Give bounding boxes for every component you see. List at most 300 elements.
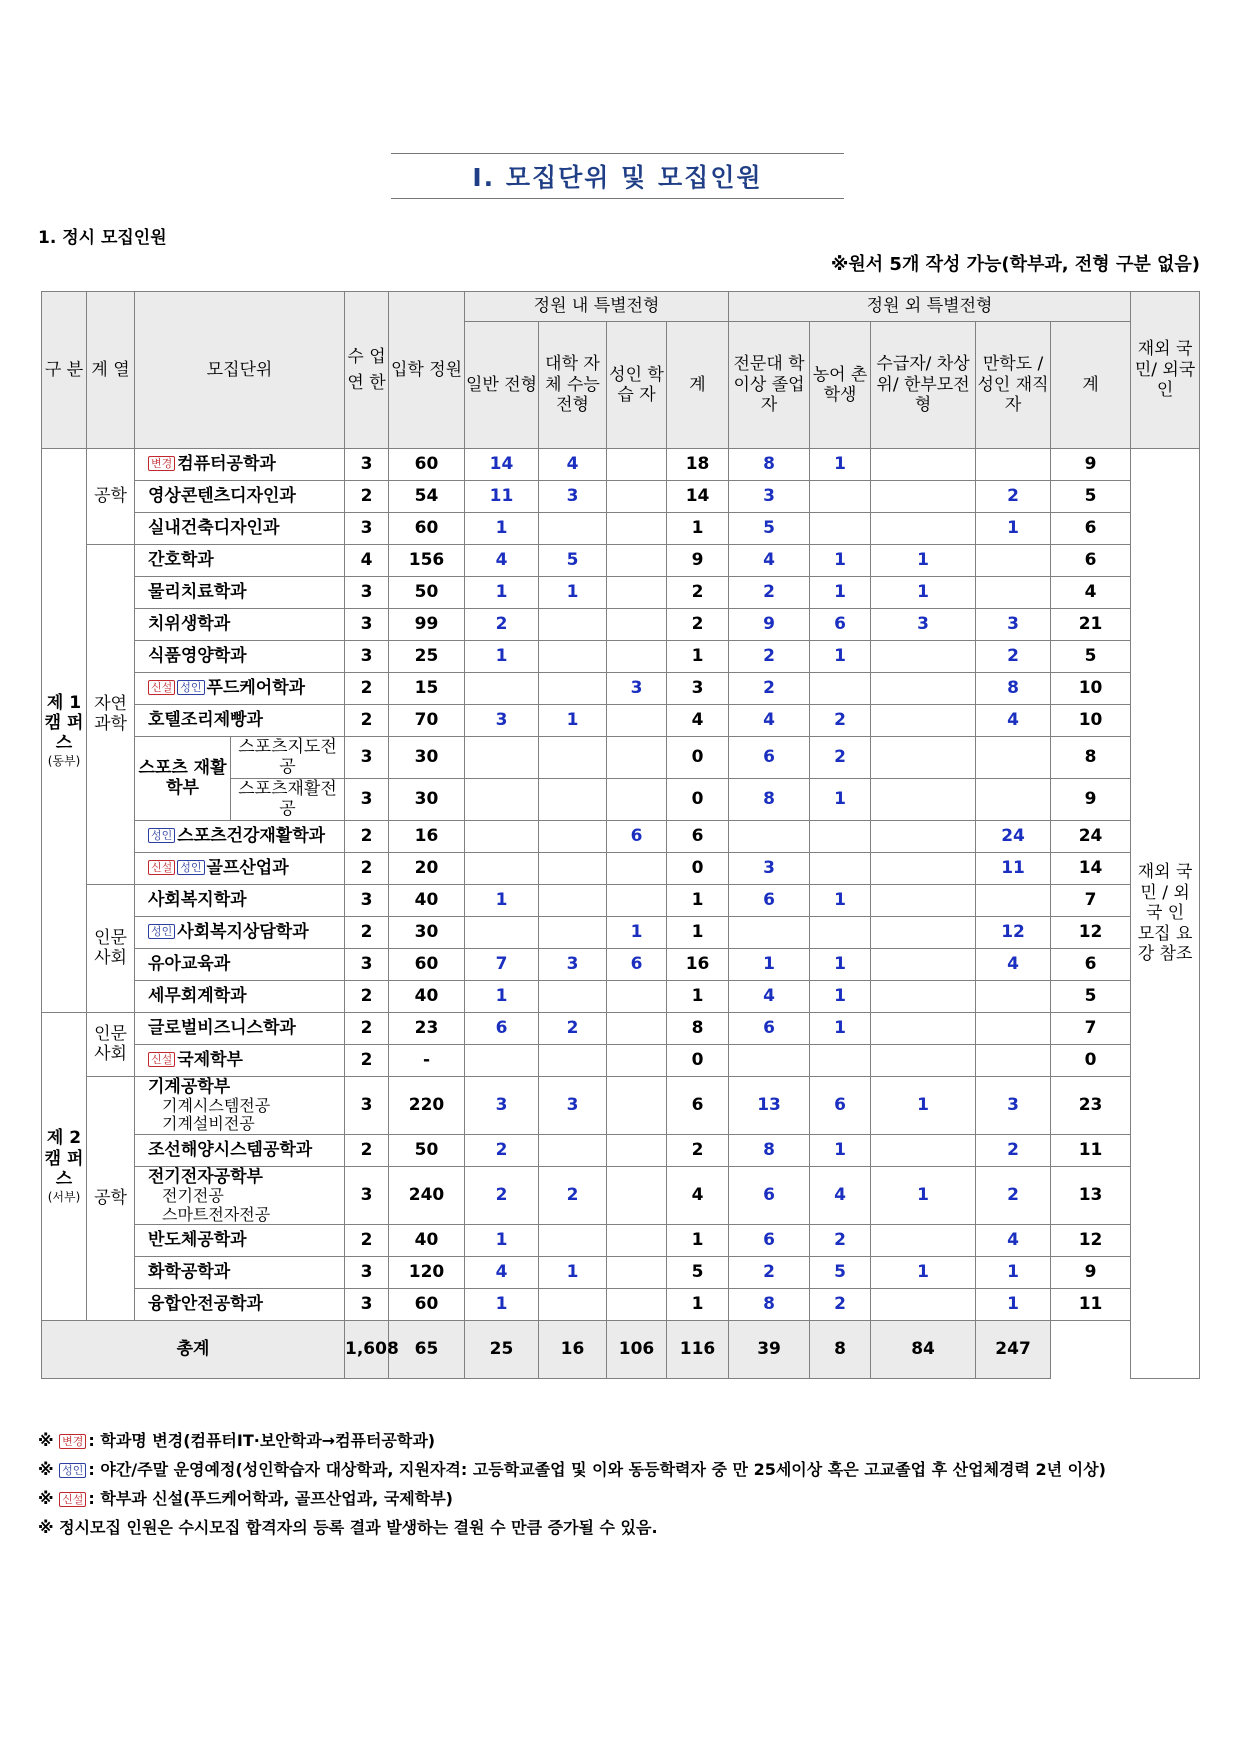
header-inner-col: 계 [667, 322, 729, 449]
legend-tag-badge: 변경 [59, 1434, 86, 1449]
subtotal-cell: 6 [1051, 948, 1131, 980]
value-cell [607, 1288, 667, 1320]
quota-cell: 30 [389, 916, 465, 948]
value-cell [607, 884, 667, 916]
value-cell [607, 513, 667, 545]
unit-cell [135, 1044, 345, 1076]
years-cell: 2 [345, 705, 389, 737]
unit-name: 컴퓨터공학과 [177, 454, 276, 475]
value-cell: 8 [729, 778, 810, 820]
value-cell: 1 [465, 980, 539, 1012]
subtotal-cell: 4 [667, 1166, 729, 1224]
years-cell: 4 [345, 545, 389, 577]
value-cell: 1 [810, 449, 871, 481]
value-cell: 1 [871, 1256, 976, 1288]
value-cell: 12 [976, 916, 1051, 948]
quota-cell: 60 [389, 948, 465, 980]
table-row [42, 884, 1200, 916]
unit-name: 간호학과 [148, 550, 214, 571]
years-cell: 3 [345, 884, 389, 916]
subtotal-cell: 4 [667, 705, 729, 737]
table-row [42, 449, 1200, 481]
quota-cell: 156 [389, 545, 465, 577]
value-cell [810, 481, 871, 513]
unit-name: 기계공학부 [148, 1076, 231, 1097]
subtotal-cell: 1 [667, 980, 729, 1012]
value-cell [729, 820, 810, 852]
value-cell: 3 [729, 481, 810, 513]
years-cell: 3 [345, 449, 389, 481]
campus-label [42, 1012, 87, 1320]
unit-cell [135, 1166, 345, 1224]
years-cell: 3 [345, 1166, 389, 1224]
value-cell [729, 916, 810, 948]
value-cell [976, 778, 1051, 820]
value-cell [729, 1044, 810, 1076]
value-cell [607, 641, 667, 673]
subtotal-cell: 3 [667, 673, 729, 705]
years-cell: 3 [345, 1256, 389, 1288]
value-cell [539, 609, 607, 641]
value-cell: 1 [976, 513, 1051, 545]
quota-cell: 20 [389, 852, 465, 884]
value-cell: 1 [810, 1012, 871, 1044]
unit-cell [135, 449, 345, 481]
unit-name: 유아교육과 [148, 953, 231, 974]
quota-cell: 30 [389, 737, 465, 779]
value-cell: 1 [465, 884, 539, 916]
value-cell [871, 481, 976, 513]
value-cell [607, 1044, 667, 1076]
quota-cell: 240 [389, 1166, 465, 1224]
tag-new-badge: 신설 [148, 860, 175, 875]
subtotal-cell: 16 [667, 948, 729, 980]
value-cell: 1 [607, 916, 667, 948]
quota-cell: 60 [389, 449, 465, 481]
quota-cell: 50 [389, 577, 465, 609]
table-row [42, 545, 1200, 577]
total-value: 39 [729, 1320, 810, 1378]
unit-cell [135, 577, 345, 609]
value-cell: 3 [539, 481, 607, 513]
value-cell [539, 778, 607, 820]
years-cell: 2 [345, 916, 389, 948]
subtotal-cell: 8 [667, 1012, 729, 1044]
total-value: 116 [667, 1320, 729, 1378]
total-value: 106 [607, 1320, 667, 1378]
header-inner-col: 성인 학습 자 [607, 322, 667, 449]
header-inner-group: 정원 내 특별전형 [465, 292, 729, 322]
total-quota: 1,608 [345, 1320, 389, 1378]
value-cell: 1 [810, 884, 871, 916]
table-row [42, 737, 1200, 779]
value-cell [607, 1134, 667, 1166]
value-cell: 2 [539, 1166, 607, 1224]
value-cell [539, 884, 607, 916]
value-cell: 3 [539, 948, 607, 980]
table-row [42, 641, 1200, 673]
value-cell [607, 705, 667, 737]
unit-cell [135, 1012, 345, 1044]
value-cell: 3 [607, 673, 667, 705]
value-cell: 1 [810, 641, 871, 673]
table-row [42, 1288, 1200, 1320]
value-cell: 11 [976, 852, 1051, 884]
value-cell: 8 [976, 673, 1051, 705]
value-cell: 3 [976, 609, 1051, 641]
subtotal-cell: 10 [1051, 673, 1131, 705]
value-cell [871, 820, 976, 852]
unit-name: 골프산업과 [206, 857, 289, 878]
unit-name: 세무회계학과 [148, 985, 247, 1006]
value-cell: 2 [976, 641, 1051, 673]
value-cell [465, 737, 539, 779]
value-cell [539, 1224, 607, 1256]
value-cell [539, 980, 607, 1012]
subtotal-cell: 18 [667, 449, 729, 481]
subtotal-cell: 9 [667, 545, 729, 577]
unit-name: 스포츠건강재활학과 [177, 825, 326, 846]
value-cell: 1 [810, 545, 871, 577]
value-cell: 5 [539, 545, 607, 577]
subtotal-cell: 13 [1051, 1166, 1131, 1224]
legend-prefix: ※ [38, 1431, 60, 1450]
subtotal-cell: 14 [1051, 852, 1131, 884]
value-cell [539, 673, 607, 705]
value-cell: 8 [729, 449, 810, 481]
years-cell: 2 [345, 1224, 389, 1256]
unit-name: 푸드케어학과 [206, 678, 306, 699]
tag-new-badge: 신설 [148, 680, 175, 695]
years-cell: 2 [345, 820, 389, 852]
unit-name: 화학공학과 [148, 1262, 231, 1283]
unit-cell [135, 481, 345, 513]
value-cell [607, 1166, 667, 1224]
tag-new-badge: 신설 [148, 1052, 175, 1067]
value-cell [607, 980, 667, 1012]
value-cell: 1 [871, 545, 976, 577]
unit-name: 반도체공학과 [148, 1230, 247, 1251]
value-cell: 3 [465, 705, 539, 737]
subtotal-cell: 2 [667, 577, 729, 609]
subtotal-cell: 0 [667, 778, 729, 820]
value-cell: 14 [465, 449, 539, 481]
value-cell [810, 820, 871, 852]
value-cell: 4 [729, 705, 810, 737]
value-cell: 1 [871, 1166, 976, 1224]
unit-cell [135, 948, 345, 980]
value-cell [539, 1044, 607, 1076]
total-row [42, 1320, 1200, 1378]
value-cell [871, 916, 976, 948]
header-foreign: 재외 국민/ 외국 인 [1131, 292, 1200, 449]
value-cell: 3 [871, 609, 976, 641]
value-cell: 8 [729, 1288, 810, 1320]
unit-cell [135, 884, 345, 916]
unit-name: 치위생학과 [148, 614, 231, 635]
years-cell: 2 [345, 673, 389, 705]
header-quota: 입학 정원 [389, 292, 465, 449]
unit-cell [135, 852, 345, 884]
quota-cell: 99 [389, 609, 465, 641]
value-cell [871, 778, 976, 820]
quota-cell: 40 [389, 884, 465, 916]
admission-quota-table [41, 291, 1200, 1379]
value-cell [607, 1076, 667, 1134]
table-row [42, 577, 1200, 609]
category-label: 자연 과학 [87, 545, 135, 885]
subtotal-cell: 24 [1051, 820, 1131, 852]
quota-cell: 220 [389, 1076, 465, 1134]
value-cell: 1 [810, 577, 871, 609]
legend-text: : 야간/주말 운영예정(성인학습자 대상학과, 지원자격: 고등학교졸업 및 이와 동등학력자 중 만 25세이상 혹은 고교졸업 후 산업체경력 2년 이상) [88, 1460, 1106, 1479]
subtotal-cell: 7 [1051, 884, 1131, 916]
years-cell: 3 [345, 1288, 389, 1320]
value-cell: 2 [539, 1012, 607, 1044]
unit-name: 실내건축디자인과 [148, 518, 280, 539]
value-cell [976, 449, 1051, 481]
value-cell: 2 [729, 577, 810, 609]
unit-cell [135, 1224, 345, 1256]
value-cell: 4 [729, 545, 810, 577]
unit-cell [135, 609, 345, 641]
value-cell [871, 513, 976, 545]
unit-cell [135, 1288, 345, 1320]
value-cell [810, 1044, 871, 1076]
table-row [42, 820, 1200, 852]
value-cell: 24 [976, 820, 1051, 852]
subtotal-cell: 6 [667, 820, 729, 852]
value-cell [539, 916, 607, 948]
value-cell: 1 [465, 1224, 539, 1256]
page-title: Ⅰ. 모집단위 및 모집인원 [391, 153, 844, 199]
legend-prefix: ※ [38, 1518, 60, 1537]
value-cell [871, 852, 976, 884]
table-row [42, 609, 1200, 641]
years-cell: 2 [345, 1044, 389, 1076]
subtotal-cell: 1 [667, 916, 729, 948]
table-row [42, 852, 1200, 884]
value-cell [810, 916, 871, 948]
years-cell: 3 [345, 737, 389, 779]
unit-cell [135, 820, 345, 852]
value-cell [976, 737, 1051, 779]
quota-cell: 25 [389, 641, 465, 673]
total-value: 84 [871, 1320, 976, 1378]
value-cell [871, 737, 976, 779]
value-cell [539, 513, 607, 545]
table-row [42, 705, 1200, 737]
value-cell: 1 [465, 513, 539, 545]
subtotal-cell: 4 [1051, 577, 1131, 609]
category-label: 공학 [87, 1076, 135, 1320]
table-row [42, 1256, 1200, 1288]
value-cell: 6 [729, 1166, 810, 1224]
header-unit: 모집단위 [135, 292, 345, 449]
tag-adult-badge: 성인 [148, 828, 175, 843]
value-cell: 6 [729, 1012, 810, 1044]
table-row [42, 673, 1200, 705]
legend-text: 정시모집 인원은 수시모집 합격자의 등록 결과 발생하는 결원 수 만큼 증가될 수 있음. [59, 1518, 658, 1537]
table-row [42, 481, 1200, 513]
value-cell: 1 [465, 641, 539, 673]
value-cell [871, 705, 976, 737]
total-value: 25 [465, 1320, 539, 1378]
years-cell: 2 [345, 980, 389, 1012]
value-cell [465, 852, 539, 884]
table-row [42, 1134, 1200, 1166]
subtotal-cell: 2 [667, 1134, 729, 1166]
unit-name: 조선해양시스템공학과 [148, 1140, 313, 1161]
value-cell: 7 [465, 948, 539, 980]
category-label: 공학 [87, 449, 135, 545]
value-cell: 3 [465, 1076, 539, 1134]
value-cell [607, 449, 667, 481]
unit-name: 사회복지상담학과 [177, 921, 309, 942]
value-cell: 2 [465, 1166, 539, 1224]
value-cell: 4 [539, 449, 607, 481]
value-cell: 6 [729, 884, 810, 916]
value-cell [871, 1012, 976, 1044]
unit-cell [135, 1256, 345, 1288]
category-label: 인문 사회 [87, 1012, 135, 1076]
value-cell [539, 1288, 607, 1320]
value-cell [607, 609, 667, 641]
unit-name: 융합안전공학과 [148, 1294, 263, 1315]
legend-text: : 학부과 신설(푸드케어학과, 골프산업과, 국제학부) [88, 1489, 453, 1508]
table-row [42, 1044, 1200, 1076]
years-cell: 3 [345, 778, 389, 820]
table-row [42, 916, 1200, 948]
value-cell: 6 [729, 1224, 810, 1256]
value-cell: 6 [465, 1012, 539, 1044]
campus-region: (동부) [47, 753, 81, 768]
legend-text: : 학과명 변경(컴퓨터IT·보안학과→컴퓨터공학과) [88, 1431, 436, 1450]
subtotal-cell: 8 [1051, 737, 1131, 779]
subtotal-cell: 2 [667, 609, 729, 641]
header-gyeyeol: 계 열 [87, 292, 135, 449]
header-outer-col: 전문대 학이상 졸업자 [729, 322, 810, 449]
header-inner-col: 일반 전형 [465, 322, 539, 449]
table-row [42, 1012, 1200, 1044]
subtotal-cell: 6 [1051, 513, 1131, 545]
quota-cell: 50 [389, 1134, 465, 1166]
value-cell: 1 [976, 1288, 1051, 1320]
value-cell: 6 [607, 820, 667, 852]
value-cell: 5 [810, 1256, 871, 1288]
total-value: 247 [976, 1320, 1051, 1378]
value-cell: 4 [976, 1224, 1051, 1256]
section-heading: 1. 정시 모집인원 [38, 228, 167, 248]
unit-cell: 스포츠재활전공 [231, 778, 345, 820]
years-cell: 3 [345, 609, 389, 641]
subtotal-cell: 1 [667, 513, 729, 545]
years-cell: 2 [345, 852, 389, 884]
legend-prefix: ※ [38, 1460, 60, 1479]
years-cell: 3 [345, 948, 389, 980]
campus-name: 제 2 캠 퍼 스 [44, 1128, 84, 1190]
value-cell [976, 884, 1051, 916]
subtotal-cell: 0 [667, 1044, 729, 1076]
value-cell: 1 [465, 1288, 539, 1320]
value-cell [871, 948, 976, 980]
table-row [42, 1166, 1200, 1224]
value-cell: 5 [729, 513, 810, 545]
subtotal-cell: 9 [1051, 449, 1131, 481]
value-cell [465, 778, 539, 820]
value-cell [810, 673, 871, 705]
subtotal-cell: 5 [1051, 481, 1131, 513]
unit-name: 호텔조리제빵과 [148, 710, 263, 731]
value-cell [607, 1224, 667, 1256]
years-cell: 3 [345, 577, 389, 609]
value-cell: 2 [976, 481, 1051, 513]
unit-name: 사회복지학과 [148, 889, 247, 910]
quota-cell: 40 [389, 980, 465, 1012]
value-cell [465, 820, 539, 852]
years-cell: 3 [345, 641, 389, 673]
value-cell: 1 [810, 1134, 871, 1166]
header-outer-group: 정원 외 특별전형 [729, 292, 1131, 322]
total-value: 16 [539, 1320, 607, 1378]
subtotal-cell: 1 [667, 1288, 729, 1320]
value-cell: 8 [729, 1134, 810, 1166]
value-cell [465, 1044, 539, 1076]
quota-cell: 60 [389, 513, 465, 545]
subtotal-cell: 6 [1051, 545, 1131, 577]
header-inner-col: 대학 자체 수능 전형 [539, 322, 607, 449]
tag-adult-badge: 성인 [148, 924, 175, 939]
value-cell: 2 [976, 1134, 1051, 1166]
unit-cell [135, 513, 345, 545]
value-cell: 6 [607, 948, 667, 980]
value-cell: 2 [465, 1134, 539, 1166]
value-cell: 2 [729, 1256, 810, 1288]
legend-line [38, 1486, 453, 1509]
unit-cell [135, 980, 345, 1012]
value-cell: 11 [465, 481, 539, 513]
subtotal-cell: 23 [1051, 1076, 1131, 1134]
legend-tag-badge: 신설 [59, 1492, 86, 1507]
subtotal-cell: 1 [667, 1224, 729, 1256]
unit-sub-major: 기계시스템전공 [162, 1095, 271, 1115]
years-cell: 3 [345, 1076, 389, 1134]
value-cell: 13 [729, 1076, 810, 1134]
table-row [42, 1076, 1200, 1134]
total-label: 총계 [42, 1320, 345, 1378]
value-cell: 2 [810, 737, 871, 779]
value-cell: 1 [539, 1256, 607, 1288]
value-cell: 4 [976, 948, 1051, 980]
category-label: 인문 사회 [87, 884, 135, 1012]
value-cell: 1 [810, 980, 871, 1012]
value-cell: 4 [465, 545, 539, 577]
subtotal-cell: 6 [667, 1076, 729, 1134]
value-cell [871, 1134, 976, 1166]
value-cell: 1 [871, 1076, 976, 1134]
value-cell: 1 [871, 577, 976, 609]
quota-cell: 15 [389, 673, 465, 705]
value-cell [976, 1044, 1051, 1076]
value-cell: 9 [729, 609, 810, 641]
header-gubun: 구 분 [42, 292, 87, 449]
unit-cell [135, 916, 345, 948]
header-years: 수 업 연 한 [345, 292, 389, 449]
unit-sub-major: 전기전공 [162, 1186, 224, 1206]
header-outer-col: 계 [1051, 322, 1131, 449]
value-cell: 2 [729, 673, 810, 705]
subtotal-cell: 10 [1051, 705, 1131, 737]
